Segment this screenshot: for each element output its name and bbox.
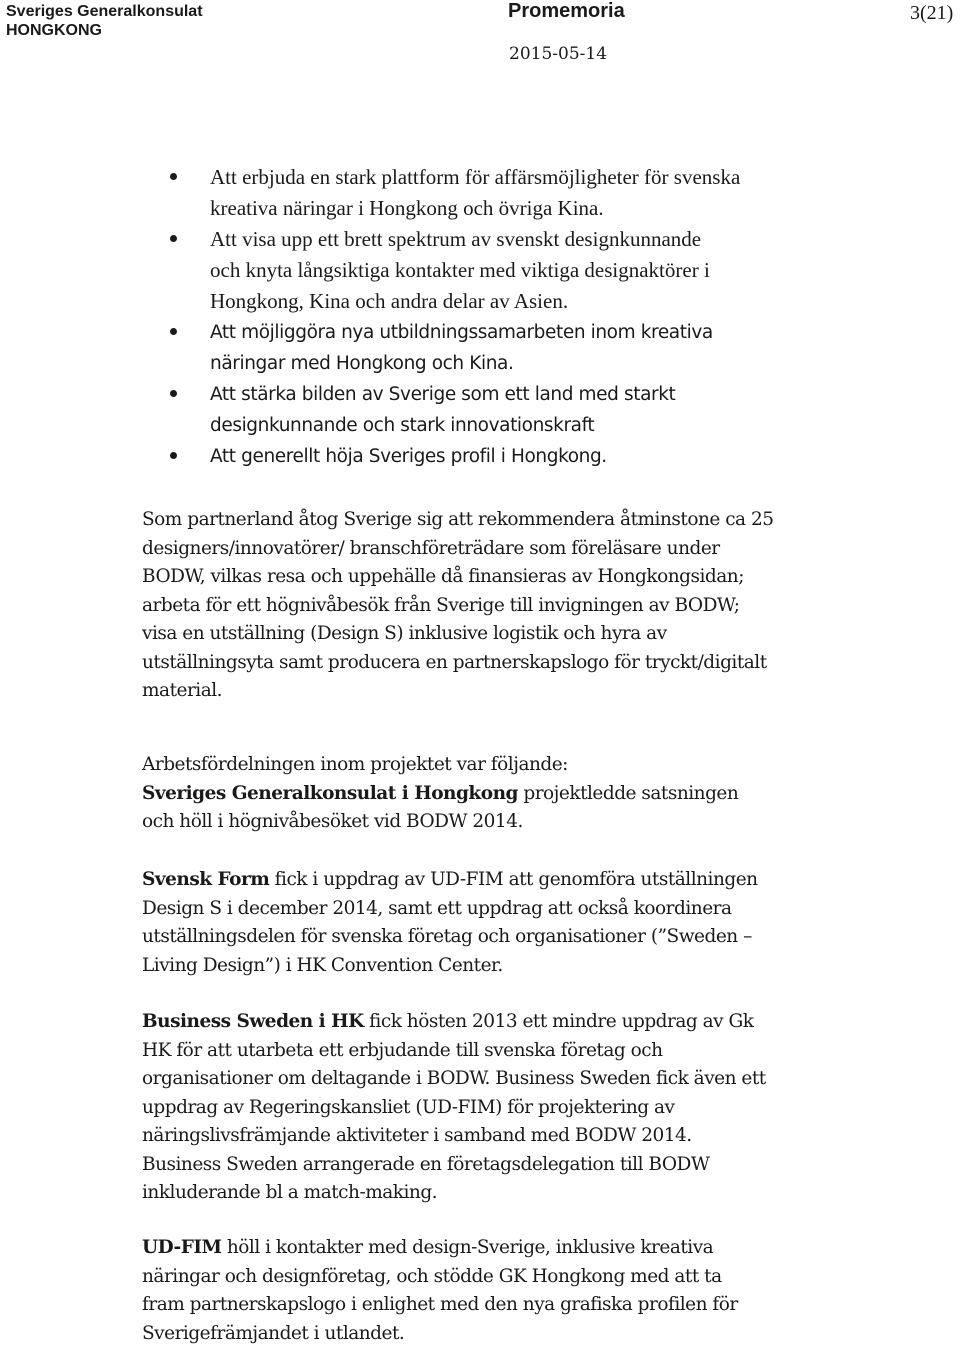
paragraph-text: höll i kontakter med design-Sverige, inklusive kreativa xyxy=(221,1237,713,1258)
paragraph-text: projektledde satsningen xyxy=(518,783,738,804)
work-distribution-paragraph xyxy=(142,751,862,837)
paragraph-line: inkluderande bl a match-making. xyxy=(142,1179,862,1208)
document-date: 2015-05-14 xyxy=(509,44,607,64)
paragraph-line xyxy=(142,780,862,809)
bullet-dot-icon xyxy=(170,452,177,459)
bullet-item xyxy=(210,441,890,472)
bullet-line: Att erbjuda en stark plattform för affärsmöjligheter för svenska xyxy=(210,162,890,193)
bullet-dot-icon xyxy=(170,235,177,242)
bullet-line: kreativa näringar i Hongkong och övriga Kina. xyxy=(210,193,890,224)
org-name-bold: Sveriges Generalkonsulat i Hongkong xyxy=(142,783,518,804)
bullet-line: Hongkong, Kina och andra delar av Asien. xyxy=(210,286,890,317)
business-sweden-paragraph xyxy=(142,1008,862,1208)
org-name-bold: Svensk Form xyxy=(142,869,269,890)
paragraph-line: visa en utställning (Design S) inklusive logistik och hyra av xyxy=(142,620,862,649)
paragraph-line: designers/innovatörer/ branschföreträdare som föreläsare under xyxy=(142,535,862,564)
paragraph-text: fick hösten 2013 ett mindre uppdrag av Gk xyxy=(364,1011,754,1032)
header-org-name: Sveriges Generalkonsulat xyxy=(6,2,203,21)
paragraph-text: fick i uppdrag av UD-FIM att genomföra utställningen xyxy=(269,869,757,890)
bullet-item xyxy=(210,317,890,379)
bullet-line: Att stärka bilden av Sverige som ett land med starkt xyxy=(210,379,890,410)
bullet-item xyxy=(210,224,890,317)
paragraph-line: material. xyxy=(142,677,862,706)
bullet-line: och knyta långsiktiga kontakter med viktiga designaktörer i xyxy=(210,255,890,286)
document-title: Promemoria xyxy=(508,0,625,22)
paragraph-line: näringslivsfrämjande aktiviteter i samband med BODW 2014. xyxy=(142,1122,862,1151)
bullet-line: Att generellt höja Sveriges profil i Hongkong. xyxy=(210,441,890,472)
paragraph-line: arbeta för ett högnivåbesök från Sverige till invigningen av BODW; xyxy=(142,592,862,621)
paragraph-line: utställningsdelen för svenska företag och organisationer (”Sweden – xyxy=(142,923,862,952)
partner-commitments-paragraph xyxy=(142,506,862,706)
goals-bullet-list xyxy=(210,162,890,472)
bullet-dot-icon xyxy=(170,390,177,397)
bullet-dot-icon xyxy=(170,328,177,335)
paragraph-line: organisationer om deltagande i BODW. Business Sweden fick även ett xyxy=(142,1065,862,1094)
bullet-dot-icon xyxy=(170,173,177,180)
paragraph-line: fram partnerskapslogo i enlighet med den nya grafiska profilen för xyxy=(142,1291,862,1320)
paragraph-line: Business Sweden arrangerade en företagsdelegation till BODW xyxy=(142,1151,862,1180)
paragraph-line: Design S i december 2014, samt ett uppdrag att också koordinera xyxy=(142,895,862,924)
bullet-item xyxy=(210,162,890,224)
paragraph-line: och höll i högnivåbesöket vid BODW 2014. xyxy=(142,808,862,837)
paragraph-line: BODW, vilkas resa och uppehälle då finansieras av Hongkongsidan; xyxy=(142,563,862,592)
bullet-line: Att möjliggöra nya utbildningssamarbeten inom kreativa xyxy=(210,317,890,348)
svensk-form-paragraph xyxy=(142,866,862,980)
ud-fim-paragraph xyxy=(142,1234,862,1348)
header-org-city: HONGKONG xyxy=(6,21,203,40)
bullet-line: näringar med Hongkong och Kina. xyxy=(210,348,890,379)
paragraph-line: HK för att utarbeta ett erbjudande till svenska företag och xyxy=(142,1037,862,1066)
bullet-line: Att visa upp ett brett spektrum av svenskt designkunnande xyxy=(210,224,890,255)
paragraph-line xyxy=(142,1008,862,1037)
org-name-bold: UD-FIM xyxy=(142,1237,221,1258)
bullet-item xyxy=(210,379,890,441)
paragraph-line: Living Design”) i HK Convention Center. xyxy=(142,952,862,981)
paragraph-line: utställningsyta samt producera en partnerskapslogo för tryckt/digitalt xyxy=(142,649,862,678)
bullet-line: designkunnande och stark innovationskraft xyxy=(210,410,890,441)
paragraph-line xyxy=(142,866,862,895)
page-number: 3(21) xyxy=(910,2,953,24)
paragraph-line: uppdrag av Regeringskansliet (UD-FIM) för projektering av xyxy=(142,1094,862,1123)
header-organization xyxy=(6,2,203,40)
paragraph-line: Arbetsfördelningen inom projektet var följande: xyxy=(142,751,862,780)
org-name-bold: Business Sweden i HK xyxy=(142,1011,364,1032)
paragraph-line xyxy=(142,1234,862,1263)
paragraph-line: Som partnerland åtog Sverige sig att rekommendera åtminstone ca 25 xyxy=(142,506,862,535)
paragraph-line: näringar och designföretag, och stödde GK Hongkong med att ta xyxy=(142,1263,862,1292)
paragraph-line: Sverigefrämjandet i utlandet. xyxy=(142,1320,862,1348)
